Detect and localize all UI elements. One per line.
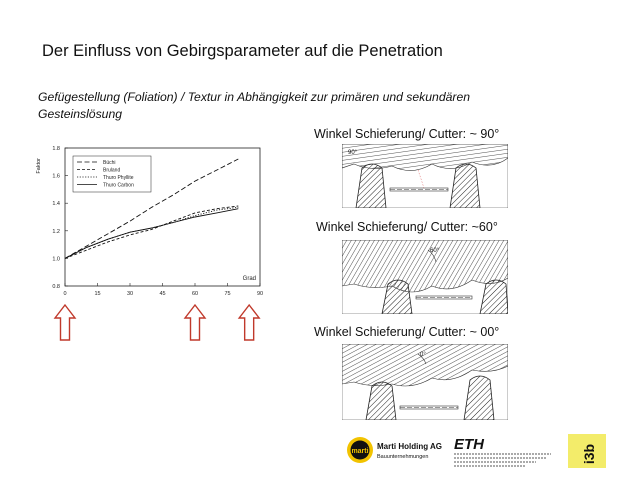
x-tick-label: 90 bbox=[256, 291, 264, 297]
y-tick-label: 1.8 bbox=[52, 146, 60, 152]
x-tick-label: 60 bbox=[191, 291, 199, 297]
x-axis-label: Grad bbox=[242, 276, 256, 282]
x-tick-label: 75 bbox=[224, 291, 231, 297]
series-line-2 bbox=[65, 207, 238, 258]
marti-sub: Bauunternehmungen bbox=[377, 454, 429, 460]
angle-text-60: 60° bbox=[430, 248, 440, 254]
partner-logos bbox=[346, 432, 608, 470]
slide-subtitle bbox=[38, 89, 598, 123]
x-tick-label: 45 bbox=[159, 291, 166, 297]
marti-name: Marti Holding AG bbox=[377, 442, 443, 451]
diagram-label-90: Winkel Schieferung/ Cutter: ~ 90° bbox=[314, 127, 500, 141]
x-tick-label: 0 bbox=[63, 291, 67, 297]
diagram-label-60: Winkel Schieferung/ Cutter: ~60° bbox=[316, 220, 498, 234]
legend-label-2: Thuro Phyllite bbox=[103, 175, 134, 181]
y-tick-label: 1.2 bbox=[52, 228, 60, 235]
up-arrow-2 bbox=[239, 305, 259, 340]
angle-text-00: 0° bbox=[420, 352, 426, 358]
y-tick-label: 0.8 bbox=[52, 284, 60, 290]
y-tick-label: 1.4 bbox=[52, 201, 60, 208]
marti-logo bbox=[347, 437, 442, 463]
diagram-label-00: Winkel Schieferung/ Cutter: ~ 00° bbox=[314, 325, 500, 339]
angle-arrows bbox=[0, 300, 300, 350]
eth-logo bbox=[454, 436, 551, 466]
up-arrow-1 bbox=[185, 305, 205, 340]
subtitle-line-2: Gesteinslösung bbox=[38, 107, 123, 121]
series-line-3 bbox=[65, 209, 238, 259]
x-tick-label: 15 bbox=[94, 291, 101, 297]
logo-bar bbox=[346, 432, 608, 475]
i3b-mark: i3b bbox=[581, 443, 597, 465]
legend-label-1: Bruland bbox=[103, 167, 121, 174]
y-axis-label: Faktor bbox=[36, 158, 42, 174]
eth-mark: ETH bbox=[454, 436, 484, 453]
cutter-diagram-90 bbox=[342, 144, 508, 208]
legend-label-0: Büchi bbox=[103, 160, 116, 166]
x-tick-label: 30 bbox=[126, 291, 134, 297]
slide-title: Der Einfluss von Gebirgsparameter auf die Penetration bbox=[42, 42, 443, 60]
y-tick-label: 1.0 bbox=[52, 256, 60, 263]
marti-mark: marti bbox=[351, 448, 369, 455]
subtitle-line-1: Gefügestellung (Foliation) / Textur in Abhängigkeit zur primären und sekundären bbox=[38, 90, 471, 104]
i3b-logo bbox=[568, 434, 606, 468]
legend-label-3: Thuro Carbon bbox=[103, 182, 134, 189]
cutter-diagram-60 bbox=[342, 240, 508, 314]
y-tick-label: 1.6 bbox=[52, 173, 60, 180]
up-arrow-0 bbox=[55, 305, 75, 340]
cutter-diagram-00 bbox=[342, 344, 508, 420]
angle-text-90: 90° bbox=[348, 150, 358, 156]
